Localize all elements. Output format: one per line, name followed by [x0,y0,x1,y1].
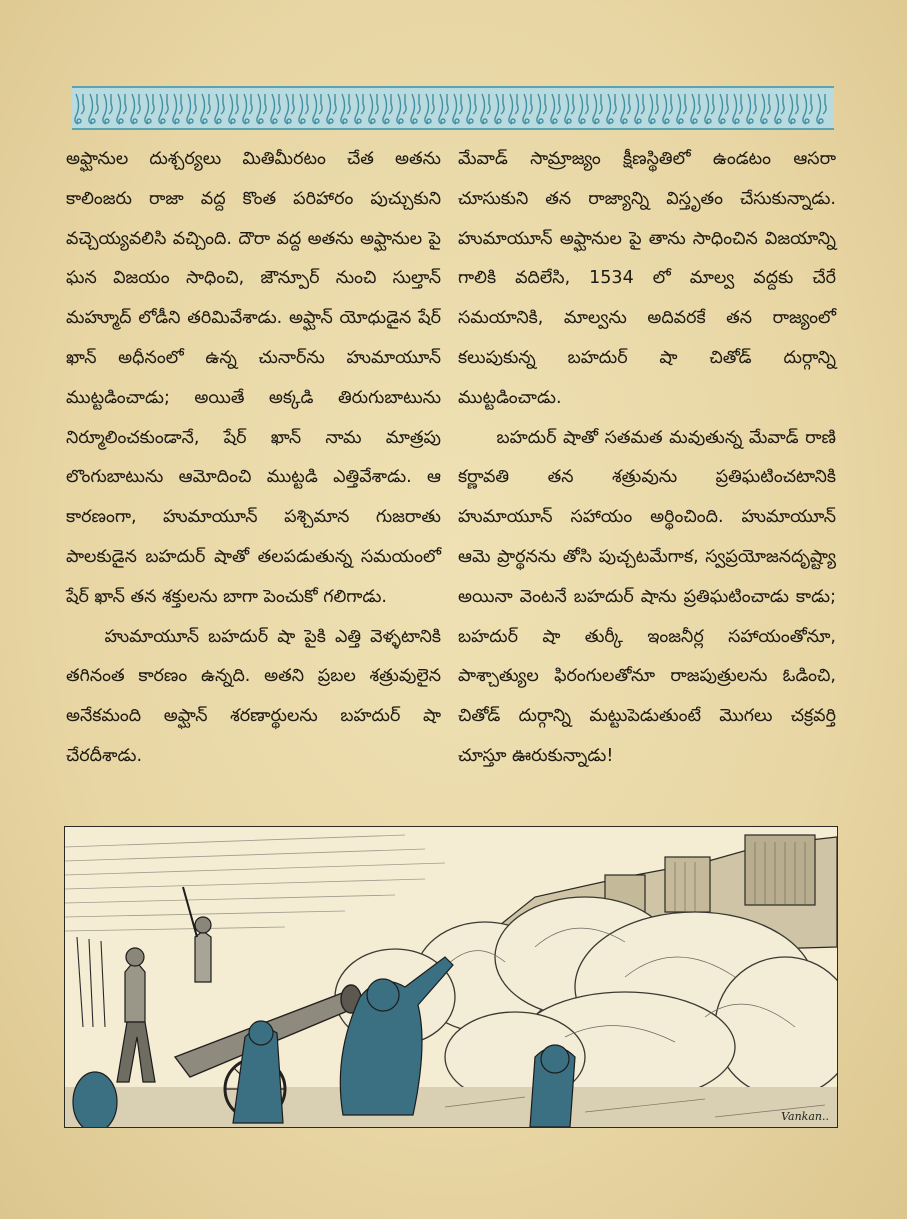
paragraph: బహదుర్ షాతో సతమత మవుతున్న మేవాడ్ రాణి కర్ణావతి తన శత్రువును ప్రతిఘటించటానికి హుమాయూన్ సహాయం అర్థించింది. హుమాయూన్ ఆమె ప్రార్థనను తోసి పుచ్చటమేగాక, స్వప్రయోజనదృష్ట్యా అయినా వెంటనే బహదుర్ షాను ప్రతిఘటించాడు కాడు; బహదుర్ షా తుర్కీ ఇంజనీర్ల సహాయంతోనూ, పాశ్చాత్యుల ఫిరంగులతోనూ రాజపుత్రులను ఓడించి, చితోడ్ దుర్గాన్ని మట్టుపెడుతుంటే మొగలు చక్రవర్తి చూస్తూ ఊరుకున్నాడు! [458,427,836,766]
paragraph: హుమాయూన్ బహదుర్ షా పైకి ఎత్తి వెళ్ళటానికి తగినంత కారణం ఉన్నది. అతని ప్రబల శత్రువులైన అనేకమంది అఫ్ఘాన్ శరణార్థులను బహదుర్ షా చేరదీశాడు. [66,626,441,766]
text-column-left [66,140,441,777]
ground [65,1087,837,1127]
paragraph: అఫ్ఘానుల దుశ్చర్యలు మితిమీరటం చేత అతను కాలింజరు రాజా వద్ద కొంత పరిహారం పుచ్చుకుని వచ్చెయ్యవలిసి వచ్చింది. దౌరా వద్ద అతను అఫ్ఘానుల పై ఘన విజయం సాధించి, జౌన్పూర్ నుంచి సుల్తాన్ మహ్మూద్ లోడీని తరిమివేశాడు. అఫ్ఘాన్ యోధుడైన షేర్ ఖాన్ అధీనంలో ఉన్న చునార్‌ను హుమాయూన్ ముట్టడించాడు; అయితే అక్కడి తిరుగుబాటును నిర్మూలించకుండానే, షేర్ ఖాన్ నామ మాత్రపు లొంగుబాటును ఆమోదించి ముట్టడి ఎత్తివేశాడు. ఆ కారణంగా, హుమాయూన్ పశ్చిమాన గుజరాతు పాలకుడైన బహదుర్ షాతో తలపడుతున్న సమయంలో షేర్ ఖాన్ తన శక్తులను బాగా పెంచుకో గలిగాడు. [66,149,441,607]
cannon-siege-drawing [65,827,837,1127]
artist-signature: Vankan.. [781,1110,829,1123]
spears [77,937,105,1027]
battle-illustration [64,826,838,1128]
text-column-right [458,140,836,777]
sky-hatching [65,835,445,931]
border-pattern [72,88,834,128]
decorative-header-border [72,86,834,130]
paragraph: మేవాడ్ సామ్రాజ్యం క్షీణస్థితిలో ఉండటం ఆసరా చూసుకుని తన రాజ్యాన్ని విస్తృతం చేసుకున్నాడు. హుమాయూన్ అఫ్ఘానుల పై తాను సాధించిన విజయాన్ని గాలికి వదిలేసి, 1534 లో మాల్వ వద్దకు చేరే సమయానికి, మాల్వను అదివరకే తన రాజ్యంలో కలుపుకున్న బహదుర్ షా చితోడ్ దుర్గాన్ని ముట్టడించాడు. [458,149,836,408]
